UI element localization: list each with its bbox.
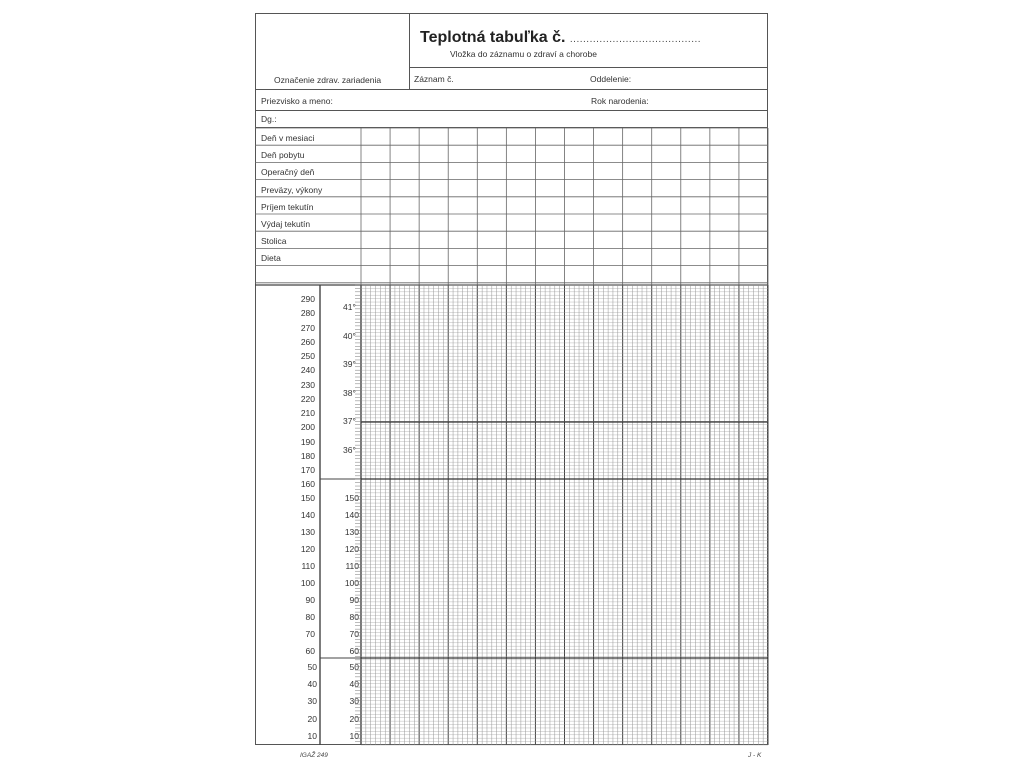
scale-value: 40 [307, 679, 317, 690]
scale-value: 10 [307, 730, 317, 741]
scale-value: 30 [307, 696, 317, 707]
row-label: Výdaj tekutín [261, 219, 311, 229]
diagnosis-label: Dg.: [261, 114, 277, 124]
pulse-value: 30 [349, 696, 359, 707]
scale-value: 20 [307, 713, 317, 724]
row-label: Stolica [261, 236, 287, 247]
temperature-label: 40° [343, 330, 356, 341]
form-number-blank[interactable]: ........................................ [569, 34, 702, 45]
pulse-value: 60 [349, 646, 359, 656]
temperature-label: 38° [343, 387, 356, 398]
scale-value: 260 [300, 336, 315, 347]
temperature-label: 39° [343, 359, 356, 370]
row-label: Operačný deň [261, 167, 315, 178]
pulse-value: 70 [349, 629, 359, 639]
scale-value: 160 [300, 479, 315, 490]
scale-value: 70 [305, 629, 315, 639]
scale-value: 140 [300, 510, 315, 520]
scale-value: 250 [300, 351, 315, 361]
row-label: Deň v mesiaci [261, 133, 315, 143]
temperature-label: 37° [343, 416, 356, 427]
scale-value: 280 [300, 308, 315, 319]
row-label: Preväzy, výkony [261, 184, 323, 195]
form-subtitle: Vložka do záznamu o zdraví a chorobe [450, 49, 597, 59]
scale-value: 110 [301, 561, 315, 571]
temperature-label: 36° [343, 445, 356, 455]
form-title: Teplotná tabuľka č. ........................................ [420, 29, 702, 46]
footer-mark: J - K [748, 752, 762, 759]
row-label: Deň pobytu [261, 150, 305, 161]
pulse-value: 130 [344, 527, 359, 537]
scale-value: 50 [307, 662, 317, 672]
pulse-value: 100 [344, 578, 359, 588]
scale-value: 80 [305, 612, 315, 622]
scale-value: 220 [300, 393, 315, 404]
scale-value: 120 [300, 544, 315, 554]
scale-value: 60 [305, 646, 315, 656]
pulse-value: 10 [349, 730, 359, 741]
pulse-value: 50 [349, 662, 359, 672]
pulse-value: 140 [344, 510, 359, 520]
scale-value: 90 [305, 595, 315, 605]
scale-value: 100 [300, 578, 315, 588]
scale-value: 270 [300, 322, 315, 333]
pulse-value: 80 [349, 612, 359, 622]
scale-value: 180 [300, 450, 315, 461]
form-code: IGAŽ 249 [300, 752, 328, 759]
scale-value: 200 [300, 422, 315, 433]
scale-value: 130 [300, 527, 315, 537]
department-label: Oddelenie: [590, 74, 632, 84]
patient-name-label: Priezvisko a meno: [261, 96, 333, 106]
pulse-value: 120 [344, 544, 359, 554]
record-label: Záznam č. [414, 74, 454, 84]
temperature-label: 41° [343, 302, 356, 312]
pulse-value: 110 [345, 561, 359, 571]
scale-value: 210 [300, 408, 315, 418]
scale-value: 150 [300, 493, 315, 503]
row-label: Príjem tekutín [261, 201, 314, 212]
row-label: Dieta [261, 253, 281, 264]
scale-value: 190 [300, 436, 315, 447]
birth-year-label: Rok narodenia: [591, 96, 649, 106]
scale-value: 240 [300, 365, 315, 376]
pulse-value: 40 [349, 679, 359, 690]
pulse-value: 150 [344, 493, 359, 503]
scale-value: 290 [300, 294, 315, 304]
pulse-value: 20 [349, 713, 359, 724]
pulse-value: 90 [349, 595, 359, 605]
scale-value: 230 [300, 379, 315, 390]
scale-value: 170 [300, 465, 315, 475]
facility-label: Označenie zdrav. zariadenia [274, 75, 382, 85]
